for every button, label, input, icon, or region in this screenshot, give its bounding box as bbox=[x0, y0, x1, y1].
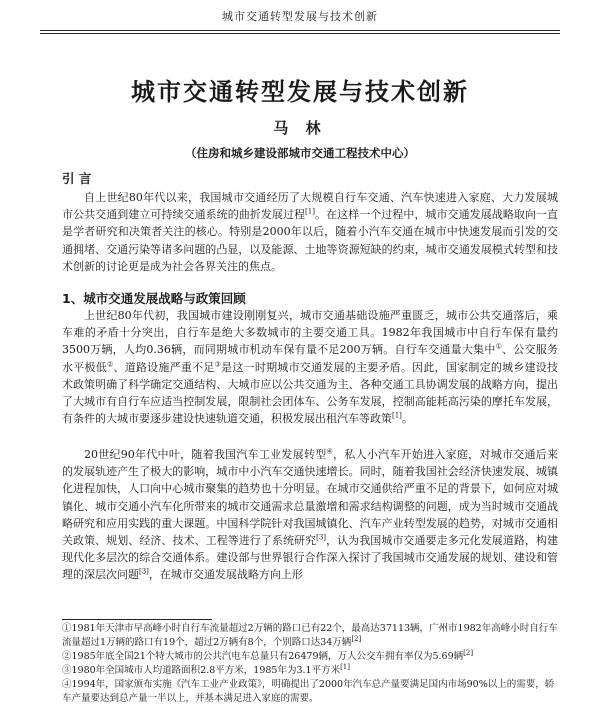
footnote-rule bbox=[62, 619, 212, 620]
s1-text: 20世纪90年代中叶，随着我国汽车工业发展转型 bbox=[84, 448, 327, 461]
running-head: 城市交通转型发展与技术创新 bbox=[222, 10, 378, 23]
footnote-text: ①1981年天津市早高峰小时自行车流量超过2万辆的路口已有22个，最高达37113辆，广州市1982年高峰小时自行车流量超过1万辆的路口有19个，超过2万辆有8个，个别路口达34万辆 bbox=[62, 623, 558, 648]
citation: [1] bbox=[340, 662, 350, 671]
footnote-marker: ② bbox=[106, 359, 114, 368]
citation: [2] bbox=[351, 634, 362, 643]
author-affiliation: （住房和城乡建设部城市交通工程技术中心） bbox=[185, 146, 415, 160]
author-name: 马 林 bbox=[273, 119, 327, 137]
section1-paragraph-2 bbox=[62, 446, 558, 584]
article-title: 城市交通转型发展与技术创新 bbox=[131, 77, 469, 106]
s1-text: 。 bbox=[401, 412, 413, 426]
footnote-marker: ④ bbox=[326, 447, 334, 456]
s1-text: 上世纪80年代初，我国城市建设刚刚复兴，城市交通基础设施严重匮乏，城市公共交通落后，乘车难的矛盾十分突出，自行车是绝大多数城市的主要交通工具。1982年我国城市中自行车保有量约3500万辆，人均0.36辆，而同期城市机动车保有量不足200万辆。自行车交通量大集中 bbox=[62, 309, 558, 357]
section1-paragraph-1 bbox=[62, 307, 558, 427]
intro-paragraph bbox=[62, 189, 558, 275]
s1-text: ，认为我国城市交通要走多元化发展道路，构建现代化多层次的综合交通体系。建设部与世界银行合作深入探讨了我国城市交通发展的规划、建设和管理的深层次问题 bbox=[62, 534, 559, 582]
citation: [1] bbox=[392, 411, 402, 420]
section-heading-1: 1、城市交通发展战略与政策回顾 bbox=[62, 291, 246, 306]
footnote-text: ②1985年底全国21个特大城市的公共汽电车总量只有26479辆，万人公交车拥有率仅为5.69辆 bbox=[62, 651, 464, 662]
footnote-1 bbox=[62, 622, 558, 650]
footnote-2 bbox=[62, 650, 558, 664]
s1-text: 是这一时期城市交通发展的主要矛盾。因此，国家制定的城乡建设技术政策明确了科学确定交通结构、大城市应以公共交通为主、各种交通工具协调发展的战略方向，提出了大城市有自行车应适当控制发展，限制社会团体车、公务车发展，控制高能耗高污染的摩托车发展，有条件的大城市要逐步建设快速轨道交通，积极发展出租汽车等政策 bbox=[62, 360, 559, 426]
intro-text-b: 。在这样一个过程中，城市交通发展战略取向一直是学者研究和决策者关注的核心。特别是2000年以后，随着小汽车交通在城市中快速发展而引发的交通拥堵、交通污染等诸多问题的凸显，以及能源、土地等资源短缺的约束，城市交通发展模式转型和技术创新的讨论更是成为社会各界关注的焦点。 bbox=[62, 208, 559, 273]
header-rule-thin bbox=[40, 33, 560, 34]
header-rule bbox=[40, 30, 560, 31]
footnote-4 bbox=[62, 678, 558, 706]
s1-text: 、道路设施严重不足 bbox=[113, 360, 215, 374]
footnote-marker: ① bbox=[495, 342, 503, 351]
citation: [3] bbox=[316, 533, 327, 542]
citation: [2] bbox=[463, 648, 474, 657]
footnote-text: ④1994年，国家颁布实施《汽车工业产业政策》，明确提出了2000年汽车总产量要满足国内市场90%以上的需要，轿车产量要达到总产量一半以上，并基本满足进入家庭的需要。 bbox=[62, 679, 555, 704]
footnote-marker: ③ bbox=[214, 359, 222, 368]
s1-text: 、公交服务水平极低 bbox=[62, 343, 559, 374]
intro-text-a: 自上世纪80年代以来，我国城市交通经历了大规模自行车交通、汽车快速进入家庭、大力发展城市公共交通到建立可持续交通系统的曲折发展过程 bbox=[62, 191, 558, 222]
s1-text: ，私人小汽车开始进入家庭，对城市交通后来的发展轨迹产生了极大的影响，城市中小汽车交通快速增长。同时，随着我国社会经济快速发展、城镇化进程加快，人口向中心城市聚集的趋势也十分明显。在城市交通供给严重不足的背景下，如何应对城镇化、城市交通小汽车化所带来的城市交通需求总量激增和需求结构调整的问题，成为当时城市交通战略研究和应用实践的重大课题。中国科学院针对我国城镇化、汽车产业转型发展的趋势，对城市交通相关政策、规划、经济、技术、工程等进行了系统研究 bbox=[62, 448, 558, 548]
footnote-3 bbox=[62, 664, 558, 678]
s1-text: ，在城市交通发展战略方向上形 bbox=[148, 568, 303, 582]
section-heading-intro: 引 言 bbox=[62, 171, 92, 186]
citation: [3] bbox=[139, 567, 149, 576]
citation: [1] bbox=[305, 207, 315, 216]
footnote-text: ③1980年全国城市人均道路面积2.8平方米，1985年为3.1平方米 bbox=[62, 665, 341, 676]
